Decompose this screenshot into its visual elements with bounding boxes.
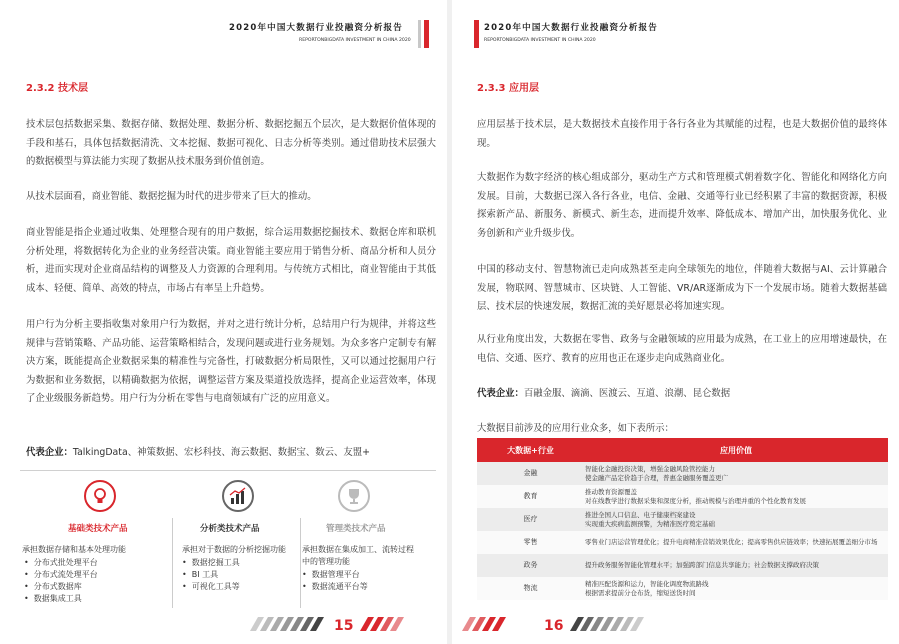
- table-row: [477, 554, 888, 577]
- list-item: • 分布式流处理平台: [24, 569, 150, 581]
- paragraph-1: 应用层基于技术层，是大数据技术直接作用于各行各业为其赋能的过程，也是大数据价值的最终体现。: [477, 119, 887, 149]
- paragraph-2: 大数据作为数字经济的核心组成部分，驱动生产方式和管理模式朝着数字化、智能化和网络化方向发展。目前，大数据已深入各行各业，电信、金融、交通等行业已经积累了丰富的数据资源，积极探索新产品、新服务、新模式、新生态，进而提升效率、降低成本、增加产出，加快服务优化、业务创新和产业升级步伐。: [477, 172, 887, 239]
- rep-text: TalkingData、神策数据、宏杉科技、海云数据、数据宝、数云、友盟+: [72, 447, 370, 458]
- right-page: [452, 0, 899, 644]
- paragraph-2: 从技术层面看，商业智能、数据挖掘为时代的进步带来了巨大的推动。: [26, 191, 317, 202]
- product-desc: 承担对于数据的分析挖掘功能: [182, 545, 286, 554]
- list-item: • 分布式批处理平台: [24, 557, 150, 569]
- industry-cell: 物流: [477, 577, 584, 600]
- paragraph-4: 用户行为分析主要指收集对象用户行为数据，并对之进行统计分析，总结用户行为规律，并将这些规律与营销策略、产品功能、运营策略相结合，发现问题或进行业务规划。为众多客户定制专有解决方案，既能提高企业数据采集的精准性与完备性，打破数据分析局限性，又可以通过挖掘用户行为数据和业务数据，以精确数据为依据，调整运营方案及渠道投放选择，提高企业运营效率，体现了企业级服务新趋势。用户行为分析在零售与电商领域有广泛的应用意义。: [26, 319, 436, 404]
- list-item: • 数据流通平台等: [302, 581, 428, 593]
- product-list: [24, 557, 150, 605]
- table-row: [477, 462, 888, 485]
- chart-icon: [222, 480, 254, 512]
- table-header-industry: 大数据+行业: [477, 438, 584, 462]
- product-list: [302, 569, 428, 593]
- report-title: 2020年中国大数据行业投融资分析报告: [484, 23, 658, 33]
- rep-label: 代表企业：: [26, 447, 73, 458]
- page-number: 15: [334, 618, 354, 634]
- section-heading: 2.3.3 应用层: [477, 83, 539, 94]
- representative-companies: [477, 385, 887, 404]
- industry-cell: 教育: [477, 485, 584, 508]
- list-item: • 可视化工具等: [182, 581, 308, 593]
- footer-stripes: [360, 617, 440, 631]
- application-table: [477, 438, 888, 600]
- column-separator: [172, 518, 173, 608]
- product-desc: 承担数据存储和基本处理功能: [22, 545, 126, 554]
- table-row: [477, 485, 888, 508]
- table-row: [477, 531, 888, 554]
- paragraph-4: 从行业角度出发，大数据在零售、政务与金融领域的应用最为成熟，在工业上的应用增速最快，在电信、交通、医疗、教育的应用也正在逐步走向成熟商业化。: [477, 334, 887, 364]
- product-title: 基础类技术产品: [68, 524, 128, 534]
- header-bar-grey: [418, 20, 421, 48]
- trophy-icon: [338, 480, 370, 512]
- industry-cell: 金融: [477, 462, 584, 485]
- header-bar-red: [424, 20, 429, 48]
- value-cell: 推进全国人口信息、电子健康档案建设 实现重大疾病监测预警，为精准医疗奠定基础: [584, 508, 888, 531]
- rep-label: 代表企业：: [477, 388, 524, 399]
- value-cell: 零售业门店运营管理优化；提升电商精准营销效果优化；提高零售供应链效率；快速拓展覆盖细分市场: [584, 531, 888, 554]
- product-title: 管理类技术产品: [326, 524, 386, 534]
- paragraph-3: 中国的移动支付、智慧物流已走向成熟甚至走向全球领先的地位，伴随着大数据与AI、云计算融合发展，物联网、智慧城市、区块链、人工智能、VR/AR逐渐成为下一个发展市场。随着大数据基础层、技术层的快速发展，数据汇流的美好愿景必将加速实现。: [477, 264, 887, 312]
- product-title: 分析类技术产品: [200, 524, 260, 534]
- list-item: • 数据管理平台: [302, 569, 428, 581]
- report-title: 2020年中国大数据行业投融资分析报告: [229, 23, 403, 33]
- industry-cell: 医疗: [477, 508, 584, 531]
- report-subtitle: REPORTONBIGDATA INVESTMENT IN CHINA 2020: [484, 38, 596, 43]
- product-list: [182, 557, 308, 593]
- rep-text: 百融金服、滴滴、医渡云、互道、浪潮、昆仑数据: [523, 388, 731, 399]
- value-cell: 精准匹配货源和运力，智能化调度物流路线 根据需求提前分仓布货，缩短送货时间: [584, 577, 888, 600]
- report-subtitle: REPORTONBIGDATA INVESTMENT IN CHINA 2020: [299, 38, 411, 43]
- table-header-value: 应用价值: [584, 438, 888, 462]
- value-cell: 提升政务服务智能化管理水平；加强跨部门信息共享能力；社会数据支撑政府决策: [584, 554, 888, 577]
- left-page: [0, 0, 447, 644]
- bulb-icon: [84, 480, 116, 512]
- column-separator: [300, 518, 301, 608]
- list-item: • 分布式数据库: [24, 581, 150, 593]
- footer-stripes: [570, 617, 670, 631]
- value-cell: 推动教育资源覆盖 对在线教学进行数据采集和深度分析，推动规模与治理并重的个性化教育发展: [584, 485, 888, 508]
- industry-cell: 政务: [477, 554, 584, 577]
- paragraph-3: 商业智能是指企业通过收集、处理整合现有的用户数据，综合运用数据挖掘技术、数据仓库和联机分析处理，将数据转化为企业的业务经营决策。商业智能主要应用于销售分析、商品分析和人员分析，进而实现对企业商品结构的调整及人力资源的合理利用。与传统方式相比，商业智能由于其低成本、轻便、简单、高效的特点，市场占有率呈上升趋势。: [26, 227, 436, 294]
- value-cell: 智能化金融投资决策，增强金融风险管控能力 使金融产品定价趋于合理，普惠金融服务覆盖更广: [584, 462, 888, 485]
- divider: [20, 470, 436, 471]
- list-item: • 数据挖掘工具: [182, 557, 308, 569]
- representative-companies: [26, 444, 436, 463]
- table-row: [477, 577, 888, 600]
- page-number: 16: [544, 618, 564, 634]
- table-intro: 大数据目前涉及的应用行业众多，如下表所示：: [477, 423, 674, 434]
- paragraph-1: 技术层包括数据采集、数据存储、数据处理、数据分析、数据挖掘五个层次，是大数据价值体现的手段和基石，具体包括数据清洗、文本挖掘、数据可视化、日志分析等类别。通过借助技术层强大的数据模型与算法能力实现了数据从技术服务到价值创造。: [26, 119, 436, 167]
- list-item: • BI 工具: [182, 569, 308, 581]
- list-item: • 数据集成工具: [24, 593, 150, 605]
- industry-cell: 零售: [477, 531, 584, 554]
- table-row: [477, 508, 888, 531]
- section-heading: 2.3.2 技术层: [26, 83, 88, 94]
- footer-stripes: [462, 617, 542, 631]
- product-desc: 承担数据在集成加工、流转过程中的管理功能: [302, 545, 414, 566]
- header-bar-red: [474, 20, 479, 48]
